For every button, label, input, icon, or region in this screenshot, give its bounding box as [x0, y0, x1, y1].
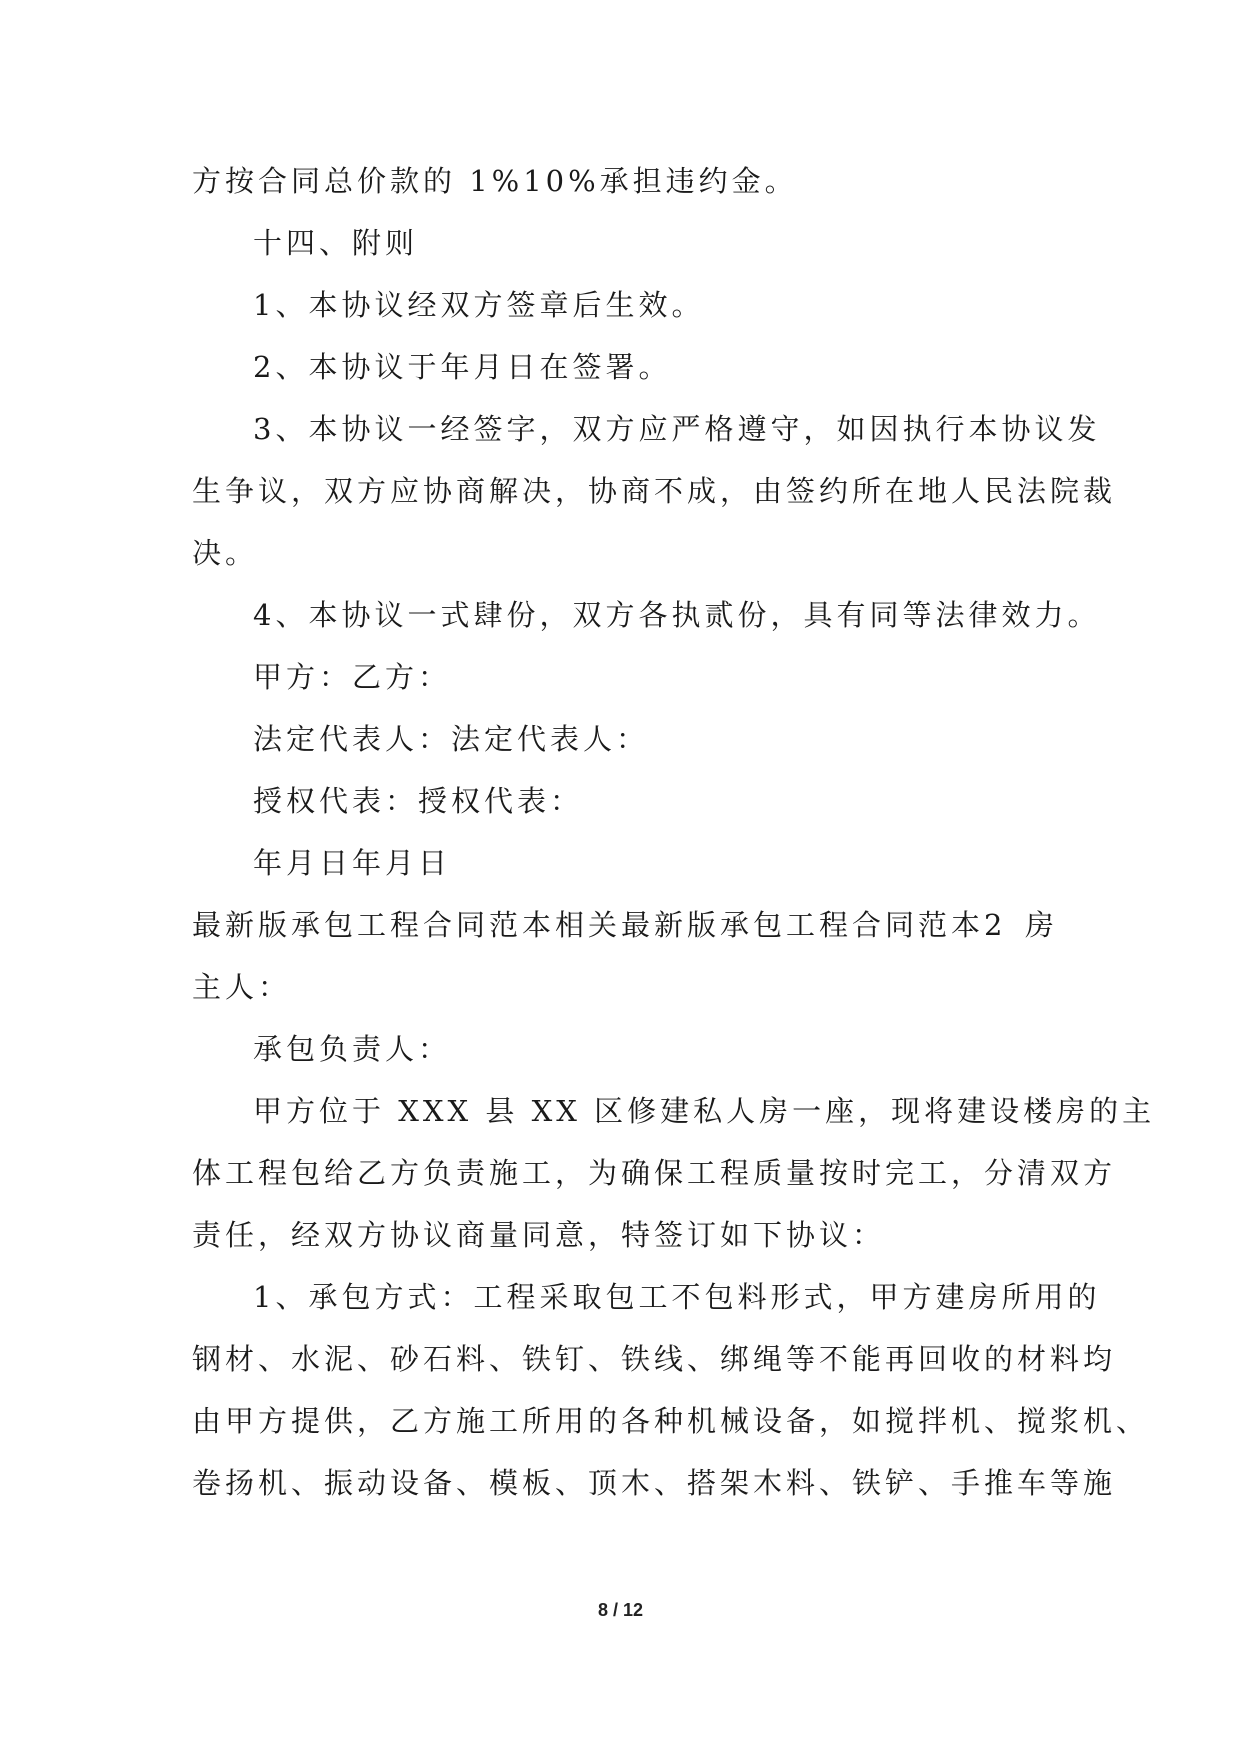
paragraph-line: 甲方位于 XXX 县 XX 区修建私人房一座，现将建设楼房的主 — [253, 1094, 1156, 1128]
paragraph-line: 钢材、水泥、砂石料、铁钉、铁线、绑绳等不能再回收的材料均 — [192, 1342, 1117, 1376]
paragraph-line: 1、承包方式：工程采取包工不包料形式，甲方建房所用的 — [253, 1280, 1101, 1314]
paragraph-line: 4、本协议一式肆份，双方各执贰份，具有同等法律效力。 — [253, 598, 1101, 632]
paragraph-line: 主人： — [192, 970, 292, 1004]
paragraph-line: 1、本协议经双方签章后生效。 — [253, 288, 705, 322]
paragraph-line: 承包负责人： — [253, 1032, 452, 1066]
document-title-line — [192, 894, 1058, 956]
page-number: 8 / 12 — [597, 1600, 644, 1620]
signature-line: 甲方：乙方： — [253, 660, 452, 694]
document-title: 最新版承包工程合同范本相关最新版承包工程合同范本2 — [192, 908, 1007, 942]
paragraph-line: 3、本协议一经签字，双方应严格遵守，如因执行本协议发 — [253, 412, 1101, 446]
section-heading: 十四、附则 — [253, 226, 419, 260]
date-line: 年月日年月日 — [253, 846, 452, 880]
paragraph-line: 决。 — [192, 536, 259, 570]
document-body — [192, 150, 1156, 1514]
paragraph-line: 责任，经双方协议商量同意，特签订如下协议： — [192, 1218, 886, 1252]
paragraph-line: 卷扬机、振动设备、模板、顶木、搭架木料、铁铲、手推车等施 — [192, 1466, 1117, 1500]
paragraph-line: 2、本协议于年月日在签署。 — [253, 350, 672, 384]
paragraph-line: 体工程包给乙方负责施工，为确保工程质量按时完工，分清双方 — [192, 1156, 1117, 1190]
signature-line: 授权代表：授权代表： — [253, 784, 584, 818]
paragraph-line: 由甲方提供，乙方施工所用的各种机械设备，如搅拌机、搅浆机、 — [192, 1404, 1150, 1438]
paragraph-line: 生争议，双方应协商解决，协商不成，由签约所在地人民法院裁 — [192, 474, 1117, 508]
title-tail-text: 房 — [1024, 908, 1058, 942]
paragraph-line: 方按合同总价款的 1%10%承担违约金。 — [192, 164, 798, 198]
signature-line: 法定代表人：法定代表人： — [253, 722, 650, 756]
